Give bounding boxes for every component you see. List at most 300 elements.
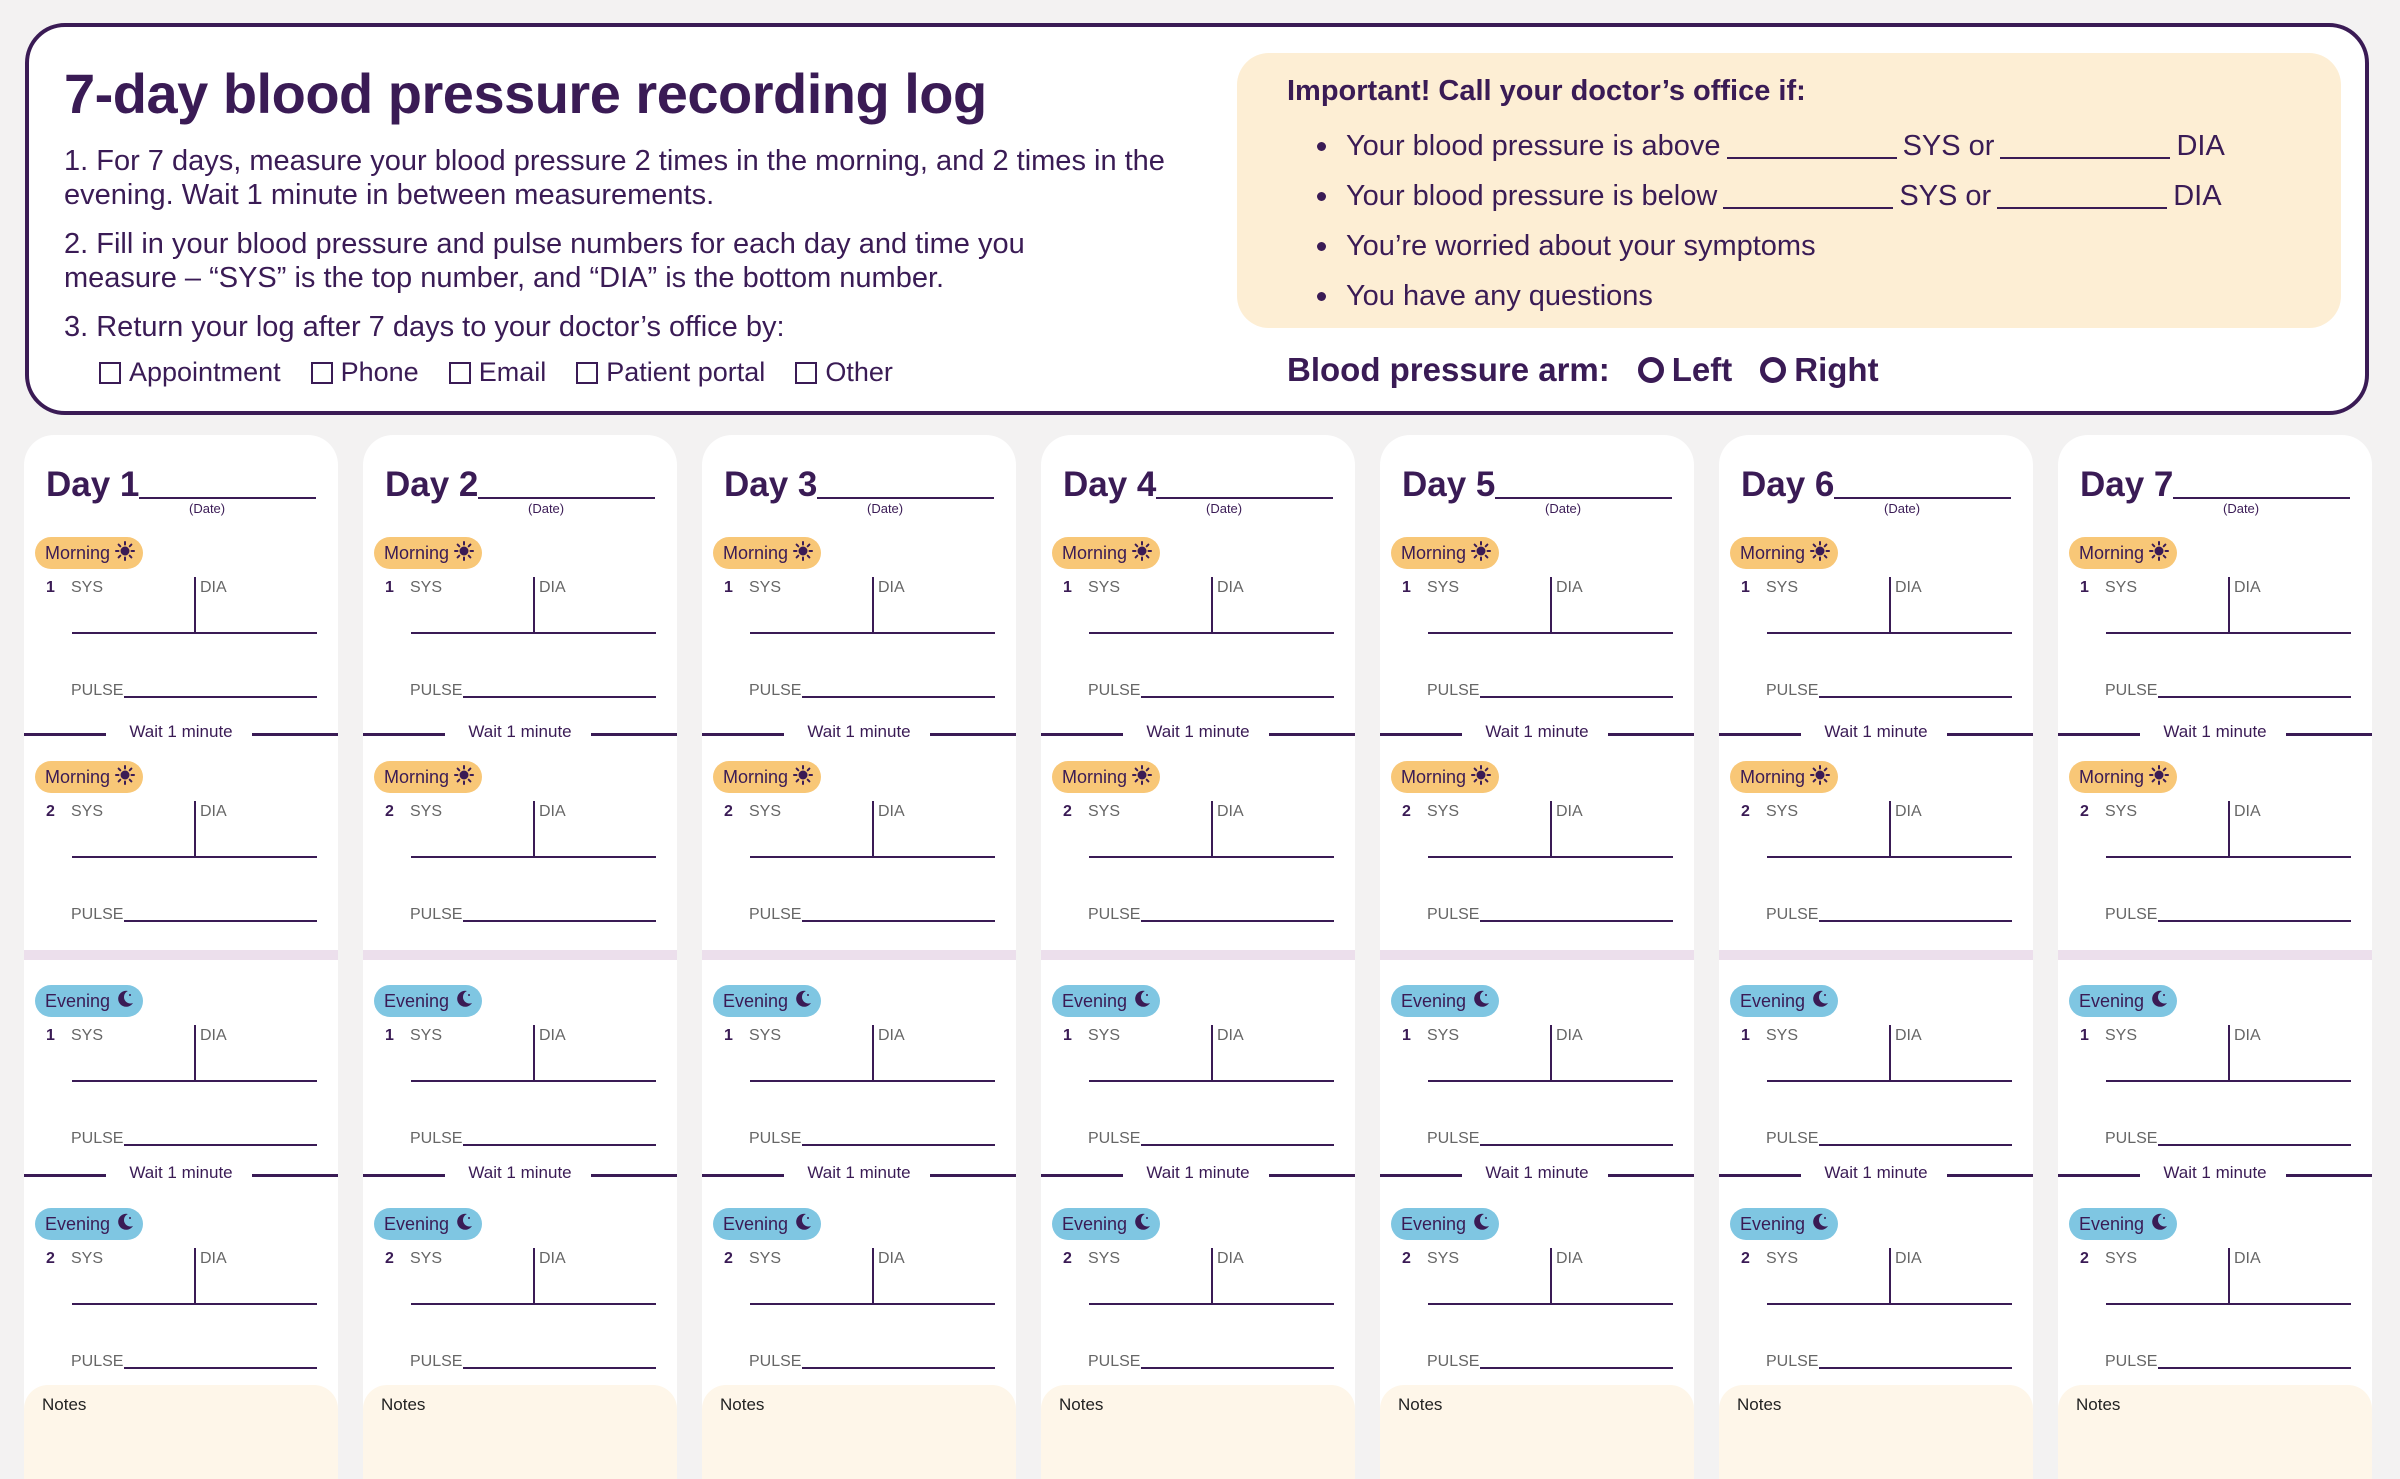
date-field[interactable]	[139, 497, 316, 499]
notes-area[interactable]	[1041, 1385, 1355, 1479]
sys-label: SYS	[1088, 579, 1121, 596]
pulse-field[interactable]	[2158, 1367, 2351, 1369]
pulse-label: PULSE	[71, 682, 124, 699]
dia-label: DIA	[200, 1027, 227, 1044]
pulse-label: PULSE	[749, 682, 802, 699]
reading-number: 1	[724, 1027, 733, 1044]
sys-dia-field[interactable]	[750, 1303, 995, 1305]
wait-text: Wait 1 minute	[129, 1163, 233, 1182]
above-dia-field[interactable]	[2000, 133, 2170, 159]
section-divider	[702, 950, 1016, 960]
morning-badge	[1391, 537, 1499, 569]
day-title: Day 7	[2080, 465, 2174, 504]
sys-dia-field[interactable]	[2106, 856, 2351, 858]
pulse-field[interactable]	[124, 1144, 317, 1146]
morning-label: Morning	[1062, 542, 1128, 563]
sys-dia-field[interactable]	[2106, 1080, 2351, 1082]
return-option-phone[interactable]	[311, 357, 419, 388]
return-option-appointment[interactable]	[99, 357, 281, 388]
important-heading: Important! Call your doctor’s office if:	[1287, 75, 1806, 107]
pulse-field[interactable]	[1141, 696, 1334, 698]
return-option-email[interactable]	[449, 357, 547, 388]
reading-number: 2	[1741, 803, 1750, 820]
sys-label: SYS	[1427, 579, 1460, 596]
bullet-icon	[1317, 242, 1326, 251]
reading-number: 2	[724, 1250, 733, 1267]
sys-dia-divider	[1889, 1248, 1891, 1304]
sys-dia-field[interactable]	[72, 856, 317, 858]
moon-icon	[115, 1212, 135, 1237]
divider-line	[591, 1174, 677, 1177]
morning-badge	[374, 761, 482, 793]
dia-label: DIA	[878, 1250, 905, 1267]
sys-dia-field[interactable]	[750, 632, 995, 634]
pulse-field[interactable]	[1819, 1367, 2012, 1369]
evening-badge	[2069, 1208, 2177, 1240]
pulse-field[interactable]	[1141, 1144, 1334, 1146]
reading-number: 1	[1402, 1027, 1411, 1044]
pulse-label: PULSE	[1766, 1353, 1819, 1370]
pulse-field[interactable]	[1141, 1367, 1334, 1369]
below-dia-field[interactable]	[1997, 183, 2167, 209]
evening-label: Evening	[384, 990, 450, 1011]
evening-badge	[1730, 985, 1838, 1017]
dia-label: DIA	[1895, 1250, 1922, 1267]
pulse-field[interactable]	[1480, 1144, 1673, 1146]
sun-icon	[2149, 541, 2169, 566]
sys-dia-field[interactable]	[1428, 1303, 1673, 1305]
arm-selector	[1287, 351, 1879, 389]
pulse-field[interactable]	[124, 1367, 317, 1369]
wait-divider	[1041, 722, 1355, 746]
morning-label: Morning	[384, 542, 450, 563]
day-title: Day 6	[1741, 465, 1835, 504]
phone-checkbox[interactable]	[311, 362, 333, 384]
sys-dia-field[interactable]	[1089, 632, 1334, 634]
date-field[interactable]	[478, 497, 655, 499]
reading-number: 2	[724, 803, 733, 820]
sys-dia-divider	[1211, 577, 1213, 633]
sys-dia-field[interactable]	[72, 1080, 317, 1082]
moon-icon	[1132, 1212, 1152, 1237]
date-field[interactable]	[2173, 497, 2350, 499]
notes-label: Notes	[381, 1395, 426, 1414]
sys-label: SYS	[71, 803, 104, 820]
sys-dia-divider	[2228, 1248, 2230, 1304]
dia-label: DIA	[1895, 1027, 1922, 1044]
important-item-symptoms	[1287, 221, 2225, 271]
sys-dia-divider	[1211, 801, 1213, 857]
sys-dia-field[interactable]	[750, 856, 995, 858]
moon-icon	[2149, 989, 2169, 1014]
pulse-field[interactable]	[463, 1144, 656, 1146]
moon-icon	[454, 989, 474, 1014]
sys-dia-field[interactable]	[1767, 1080, 2012, 1082]
reading-number: 2	[1402, 1250, 1411, 1267]
sys-dia-field[interactable]	[2106, 632, 2351, 634]
return-option-label: Phone	[340, 357, 419, 387]
evening-label: Evening	[1401, 1213, 1467, 1234]
date-field[interactable]	[1156, 497, 1333, 499]
bullet-icon	[1317, 292, 1326, 301]
day-column-3	[702, 435, 1016, 1479]
bullet-icon	[1317, 142, 1326, 151]
pulse-field[interactable]	[1141, 920, 1334, 922]
sys-dia-field[interactable]	[411, 856, 656, 858]
reading-number: 2	[385, 1250, 394, 1267]
date-field[interactable]	[1495, 497, 1672, 499]
sys-label: SYS	[1766, 1027, 1799, 1044]
sys-label: SYS	[410, 579, 443, 596]
morning-badge	[2069, 761, 2177, 793]
sys-dia-divider	[872, 801, 874, 857]
sys-dia-divider	[194, 1248, 196, 1304]
sys-label: SYS	[2105, 1250, 2138, 1267]
reading-number: 1	[1741, 579, 1750, 596]
sys-dia-divider	[533, 1025, 535, 1081]
pulse-field[interactable]	[124, 696, 317, 698]
pulse-label: PULSE	[2105, 1353, 2158, 1370]
sys-dia-divider	[1550, 1025, 1552, 1081]
morning-label: Morning	[723, 542, 789, 563]
right-arm-label: Right	[1794, 351, 1879, 388]
morning-label: Morning	[723, 766, 789, 787]
return-option-patient-portal[interactable]	[576, 357, 765, 388]
dia-text: DIA	[2173, 179, 2222, 212]
sys-dia-field[interactable]	[1089, 1080, 1334, 1082]
pulse-field[interactable]	[124, 920, 317, 922]
moon-icon	[1810, 1212, 1830, 1237]
evening-label: Evening	[723, 1213, 789, 1234]
pulse-label: PULSE	[1427, 906, 1480, 923]
sys-dia-divider	[2228, 577, 2230, 633]
sys-label: SYS	[71, 1027, 104, 1044]
moon-icon	[1810, 989, 1830, 1014]
reading-number: 1	[385, 1027, 394, 1044]
sys-dia-field[interactable]	[411, 1080, 656, 1082]
wait-divider	[24, 1163, 338, 1187]
evening-label: Evening	[2079, 990, 2145, 1011]
sys-label: SYS	[749, 1027, 782, 1044]
date-caption: (Date)	[2223, 501, 2260, 516]
date-caption: (Date)	[1545, 501, 1582, 516]
pulse-label: PULSE	[1427, 1130, 1480, 1147]
notes-label: Notes	[720, 1395, 765, 1414]
section-divider	[1041, 950, 1355, 960]
pulse-label: PULSE	[2105, 906, 2158, 923]
reading-number: 1	[385, 579, 394, 596]
sys-dia-field[interactable]	[750, 1080, 995, 1082]
sun-icon	[793, 765, 813, 790]
notes-area[interactable]	[702, 1385, 1016, 1479]
sys-dia-divider	[1550, 801, 1552, 857]
wait-text: Wait 1 minute	[1824, 722, 1928, 741]
sys-dia-field[interactable]	[411, 1303, 656, 1305]
reading-number: 1	[46, 1027, 55, 1044]
morning-label: Morning	[1740, 766, 1806, 787]
pulse-field[interactable]	[1819, 696, 2012, 698]
morning-label: Morning	[45, 542, 111, 563]
pulse-field[interactable]	[802, 696, 995, 698]
morning-badge	[35, 761, 143, 793]
dia-label: DIA	[878, 1027, 905, 1044]
wait-text: Wait 1 minute	[468, 722, 572, 741]
sys-dia-field[interactable]	[72, 1303, 317, 1305]
sun-icon	[1471, 541, 1491, 566]
pulse-field[interactable]	[2158, 1144, 2351, 1146]
bullet-icon	[1317, 192, 1326, 201]
morning-badge	[1730, 761, 1838, 793]
pulse-field[interactable]	[1480, 1367, 1673, 1369]
important-item-questions	[1287, 271, 2225, 321]
date-field[interactable]	[1834, 497, 2011, 499]
other-checkbox[interactable]	[795, 362, 817, 384]
moon-icon	[793, 1212, 813, 1237]
moon-icon	[1132, 989, 1152, 1014]
dia-label: DIA	[2234, 1250, 2261, 1267]
instruction-2: 2. Fill in your blood pressure and pulse numbers for each day and time you measure – “SYS” is the top number, and “DIA” is the bottom number.	[64, 228, 1025, 294]
morning-badge	[35, 537, 143, 569]
reading-number: 1	[1402, 579, 1411, 596]
right-arm-radio[interactable]	[1760, 357, 1786, 383]
evening-label: Evening	[45, 990, 111, 1011]
sys-dia-divider	[1550, 577, 1552, 633]
dia-label: DIA	[1556, 803, 1583, 820]
wait-divider	[2058, 722, 2372, 746]
sys-dia-divider	[1889, 801, 1891, 857]
appointment-checkbox[interactable]	[99, 362, 121, 384]
date-caption: (Date)	[528, 501, 565, 516]
sys-label: SYS	[1427, 1250, 1460, 1267]
header-panel	[25, 23, 2369, 415]
notes-label: Notes	[1398, 1395, 1443, 1414]
wait-text: Wait 1 minute	[1824, 1163, 1928, 1182]
divider-line	[930, 733, 1016, 736]
date-caption: (Date)	[1884, 501, 1921, 516]
morning-badge	[713, 761, 821, 793]
dia-text: DIA	[2176, 129, 2225, 162]
dia-label: DIA	[539, 1027, 566, 1044]
sys-dia-divider	[533, 577, 535, 633]
sys-dia-field[interactable]	[1767, 856, 2012, 858]
sys-dia-field[interactable]	[1428, 856, 1673, 858]
wait-divider	[1380, 1163, 1694, 1187]
pulse-field[interactable]	[1819, 920, 2012, 922]
sys-dia-field[interactable]	[1428, 632, 1673, 634]
moon-icon	[2149, 1212, 2169, 1237]
dia-label: DIA	[200, 1250, 227, 1267]
divider-line	[2286, 733, 2372, 736]
important-item-below	[1287, 171, 2225, 221]
evening-label: Evening	[1401, 990, 1467, 1011]
morning-badge	[1391, 761, 1499, 793]
patient-portal-checkbox[interactable]	[576, 362, 598, 384]
pulse-label: PULSE	[71, 1130, 124, 1147]
morning-label: Morning	[45, 766, 111, 787]
notes-area[interactable]	[2058, 1385, 2372, 1479]
morning-label: Morning	[1062, 766, 1128, 787]
sun-icon	[793, 541, 813, 566]
left-arm-radio[interactable]	[1638, 357, 1664, 383]
section-divider	[24, 950, 338, 960]
sys-label: SYS	[2105, 1027, 2138, 1044]
sys-label: SYS	[410, 1027, 443, 1044]
pulse-label: PULSE	[749, 906, 802, 923]
wait-divider	[1380, 722, 1694, 746]
section-divider	[1380, 950, 1694, 960]
section-divider	[2058, 950, 2372, 960]
morning-badge	[1052, 537, 1160, 569]
reading-number: 2	[1063, 803, 1072, 820]
dia-label: DIA	[539, 803, 566, 820]
day-column-6	[1719, 435, 2033, 1479]
day-title: Day 2	[385, 465, 479, 504]
morning-label: Morning	[1401, 766, 1467, 787]
sys-or-text: SYS or	[1899, 179, 1992, 212]
pulse-label: PULSE	[71, 1353, 124, 1370]
below-text: Your blood pressure is below	[1346, 179, 1718, 212]
day-title: Day 1	[46, 465, 140, 504]
sys-dia-divider	[533, 1248, 535, 1304]
sys-dia-field[interactable]	[72, 632, 317, 634]
reading-number: 1	[724, 579, 733, 596]
wait-divider	[702, 722, 1016, 746]
pulse-field[interactable]	[1480, 696, 1673, 698]
sys-dia-field[interactable]	[1767, 1303, 2012, 1305]
evening-label: Evening	[45, 1213, 111, 1234]
above-sys-field[interactable]	[1727, 133, 1897, 159]
section-divider	[1719, 950, 2033, 960]
pulse-label: PULSE	[2105, 682, 2158, 699]
dia-label: DIA	[539, 579, 566, 596]
sun-icon	[1810, 765, 1830, 790]
wait-text: Wait 1 minute	[2163, 1163, 2267, 1182]
sys-dia-divider	[2228, 1025, 2230, 1081]
pulse-field[interactable]	[463, 1367, 656, 1369]
sys-dia-field[interactable]	[2106, 1303, 2351, 1305]
date-field[interactable]	[817, 497, 994, 499]
day-column-1	[24, 435, 338, 1479]
evening-badge	[35, 1208, 143, 1240]
day-title: Day 3	[724, 465, 818, 504]
pulse-field[interactable]	[463, 696, 656, 698]
reading-number: 2	[2080, 1250, 2089, 1267]
sys-dia-field[interactable]	[1089, 1303, 1334, 1305]
moon-icon	[115, 989, 135, 1014]
sys-dia-field[interactable]	[1428, 1080, 1673, 1082]
sys-dia-field[interactable]	[411, 632, 656, 634]
notes-area[interactable]	[1719, 1385, 2033, 1479]
return-option-other[interactable]	[795, 357, 893, 388]
pulse-label: PULSE	[2105, 1130, 2158, 1147]
return-option-label: Other	[825, 357, 893, 387]
divider-line	[1269, 733, 1355, 736]
pulse-field[interactable]	[2158, 920, 2351, 922]
sys-dia-divider	[533, 801, 535, 857]
reading-number: 1	[1063, 1027, 1072, 1044]
wait-text: Wait 1 minute	[807, 1163, 911, 1182]
pulse-label: PULSE	[1088, 1130, 1141, 1147]
pulse-field[interactable]	[2158, 696, 2351, 698]
wait-text: Wait 1 minute	[2163, 722, 2267, 741]
sys-dia-field[interactable]	[1089, 856, 1334, 858]
sys-dia-field[interactable]	[1767, 632, 2012, 634]
divider-line	[252, 1174, 338, 1177]
evening-label: Evening	[1740, 990, 1806, 1011]
notes-area[interactable]	[1380, 1385, 1694, 1479]
dia-label: DIA	[2234, 1027, 2261, 1044]
arm-label: Blood pressure arm:	[1287, 351, 1610, 388]
important-item-above	[1287, 121, 2225, 171]
sys-dia-divider	[194, 577, 196, 633]
notes-label: Notes	[42, 1395, 87, 1414]
evening-label: Evening	[1740, 1213, 1806, 1234]
dia-label: DIA	[1556, 1027, 1583, 1044]
morning-badge	[1730, 537, 1838, 569]
morning-label: Morning	[2079, 542, 2145, 563]
moon-icon	[793, 989, 813, 1014]
pulse-field[interactable]	[1819, 1144, 2012, 1146]
divider-line	[1269, 1174, 1355, 1177]
sys-label: SYS	[749, 579, 782, 596]
sys-label: SYS	[1766, 803, 1799, 820]
evening-badge	[35, 985, 143, 1017]
below-sys-field[interactable]	[1723, 183, 1893, 209]
return-option-label: Appointment	[129, 357, 281, 387]
pulse-field[interactable]	[802, 1367, 995, 1369]
notes-area[interactable]	[24, 1385, 338, 1479]
wait-text: Wait 1 minute	[129, 722, 233, 741]
dia-label: DIA	[878, 803, 905, 820]
reading-number: 2	[385, 803, 394, 820]
pulse-field[interactable]	[802, 920, 995, 922]
sys-label: SYS	[1766, 579, 1799, 596]
sys-dia-divider	[1550, 1248, 1552, 1304]
sys-label: SYS	[1427, 803, 1460, 820]
morning-label: Morning	[384, 766, 450, 787]
pulse-label: PULSE	[749, 1130, 802, 1147]
wait-divider	[1719, 1163, 2033, 1187]
wait-divider	[363, 722, 677, 746]
dia-label: DIA	[1556, 1250, 1583, 1267]
dia-label: DIA	[200, 803, 227, 820]
day-column-4	[1041, 435, 1355, 1479]
evening-badge	[2069, 985, 2177, 1017]
sun-icon	[115, 765, 135, 790]
important-callout	[1237, 53, 2341, 328]
day-title: Day 4	[1063, 465, 1157, 504]
pulse-field[interactable]	[802, 1144, 995, 1146]
sys-label: SYS	[749, 1250, 782, 1267]
sys-dia-divider	[1889, 577, 1891, 633]
pulse-label: PULSE	[1766, 1130, 1819, 1147]
pulse-field[interactable]	[463, 920, 656, 922]
morning-badge	[374, 537, 482, 569]
wait-text: Wait 1 minute	[468, 1163, 572, 1182]
sun-icon	[2149, 765, 2169, 790]
sys-dia-divider	[194, 1025, 196, 1081]
pulse-label: PULSE	[1427, 1353, 1480, 1370]
left-arm-label: Left	[1671, 351, 1733, 388]
sys-label: SYS	[71, 1250, 104, 1267]
return-options	[99, 357, 893, 388]
notes-area[interactable]	[363, 1385, 677, 1479]
divider-line	[1608, 733, 1694, 736]
pulse-field[interactable]	[1480, 920, 1673, 922]
email-checkbox[interactable]	[449, 362, 471, 384]
morning-label: Morning	[1740, 542, 1806, 563]
divider-line	[1608, 1174, 1694, 1177]
